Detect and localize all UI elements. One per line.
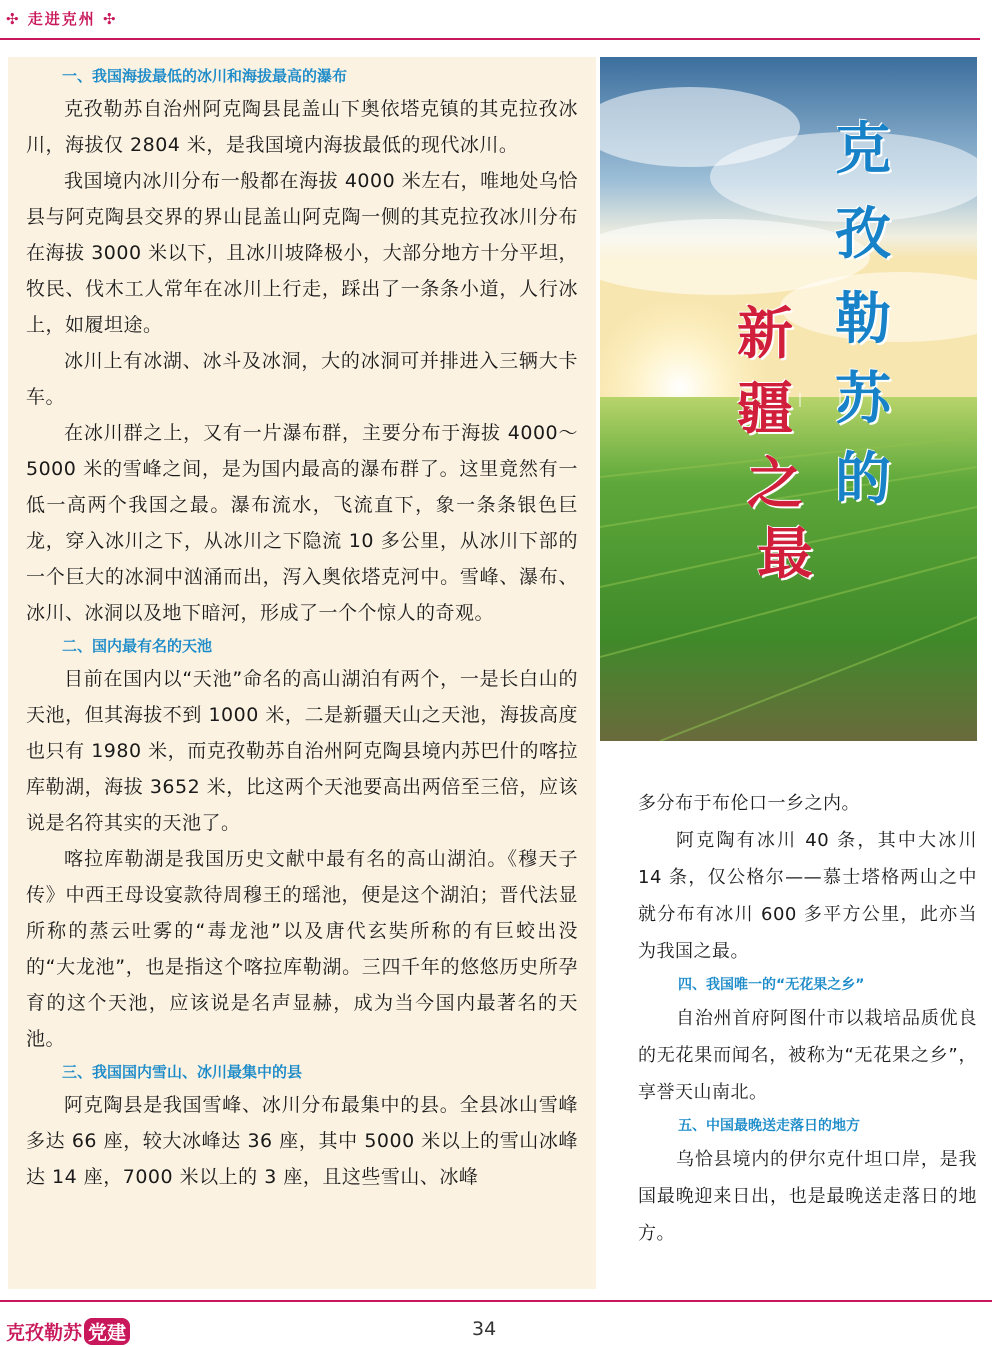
footer-brand: [6, 1318, 130, 1345]
page-number: 34: [472, 1318, 497, 1340]
title-char: 苏: [835, 366, 891, 432]
section-5-title: 五、中国最晚送走落日的地方: [678, 1118, 860, 1134]
paragraph: 阿克陶县是我国雪峰、冰川分布最集中的县。全县冰山雪峰多达 66 座，较大冰峰达 36 座，其中 5000 米以上的雪山冰峰达 14 座，7000 米以上的 3 座，且这些雪山、冰峰: [26, 1094, 578, 1188]
left-article: [26, 61, 578, 1195]
paragraph: 阿克陶有冰川 40 条，其中大冰川 14 条，仅公格尔——慕士塔格两山之中就分布有冰川 600 多平方公里，此亦当为我国之最。: [638, 830, 977, 962]
section-4-title: 四、我国唯一的“无花果之乡”: [678, 977, 865, 993]
brand-badge: 党建: [84, 1318, 130, 1345]
footer-divider: [0, 1300, 992, 1302]
page-header: [0, 0, 992, 48]
title-char: 之: [747, 451, 803, 517]
title-char: 克: [835, 116, 891, 182]
section-2-title: 二、国内最有名的天池: [62, 637, 213, 655]
paragraph: 在冰川群之上，又有一片瀑布群，主要分布于海拔 4000～5000 米的雪峰之间，是为国内最高的瀑布群了。这里竟然有一低一高两个我国之最。瀑布流水，飞流直下，象一条条银色巨龙，穿入冰川之下，从冰川之下隐流 10 多公里，从冰川下部的一个巨大的冰洞中汹涌而出，泻入奥依塔克河中。雪峰、瀑布、冰川、冰洞以及地下暗河，形成了一个个惊人的奇观。: [26, 422, 578, 624]
paragraph: 喀拉库勒湖是我国历史文献中最有名的高山湖泊。《穆天子传》中西王母设宴款待周穆王的瑶池，便是这个湖泊；晋代法显所称的蒸云吐雾的“毒龙池”以及唐代玄奘所称的有巨蛟出没的“大龙池”，也是指这个喀拉库勒湖。三四千年的悠悠历史所孕育的这个天池，应该说是名声显赫，成为当今国内最著名的天池。: [26, 848, 578, 1050]
header-divider: [0, 38, 980, 40]
title-char: 孜: [835, 201, 891, 267]
right-column: [600, 785, 977, 1255]
brand-name: 克孜勒苏: [6, 1322, 83, 1344]
title-char: 疆: [737, 376, 793, 442]
paragraph: 我国境内冰川分布一般都在海拔 4000 米左右，唯地处乌恰县与阿克陶县交界的界山昆盖山阿克陶一侧的其克拉孜冰川分布在海拔 3000 米以下，且冰川坡降极小，大部分地方十分平坦，牧民、伐木工人常年在冰川上行走，踩出了一条条小道，人行冰上，如履坦途。: [26, 170, 578, 336]
left-column: [8, 57, 596, 1289]
paragraph: 乌恰县境内的伊尔克什坦口岸，是我国最晚迎来日出，也是最晚送走落日的地方。: [638, 1149, 977, 1244]
paragraph: 多分布于布伦口一乡之内。: [638, 793, 860, 814]
title-char: 勒: [835, 286, 891, 352]
title-char: 最: [757, 521, 813, 587]
right-article: [638, 785, 977, 1252]
section-label: ✣ 走进克州 ✣: [6, 10, 118, 28]
paragraph: 自治州首府阿图什市以栽培品质优良的无花果而闻名，被称为“无花果之乡”，享誉天山南北。: [638, 1008, 977, 1103]
paragraph: 目前在国内以“天池”命名的高山湖泊有两个，一是长白山的天池，但其海拔不到 1000 米，二是新疆天山之天池，海拔高度也只有 1980 米，而克孜勒苏自治州阿克陶县境内苏巴什的喀拉库勒湖，海拔 3652 米，比这两个天池要高出两倍至三倍，应该说是名符其实的天池了。: [26, 668, 578, 834]
section-1-title: 一、我国海拔最低的冰川和海拔最高的瀑布: [62, 67, 348, 85]
cover-image: [600, 57, 977, 741]
title-char: 的: [835, 446, 891, 512]
paragraph: 冰川上有冰湖、冰斗及冰洞，大的冰洞可并排进入三辆大卡车。: [26, 350, 578, 408]
paragraph: 克孜勒苏自治州阿克陶县昆盖山下奥依塔克镇的其克拉孜冰川，海拔仅 2804 米，是我国境内海拔最低的现代冰川。: [26, 98, 578, 156]
title-char: 新: [737, 301, 793, 367]
section-3-title: 三、我国国内雪山、冰川最集中的县: [62, 1063, 303, 1081]
